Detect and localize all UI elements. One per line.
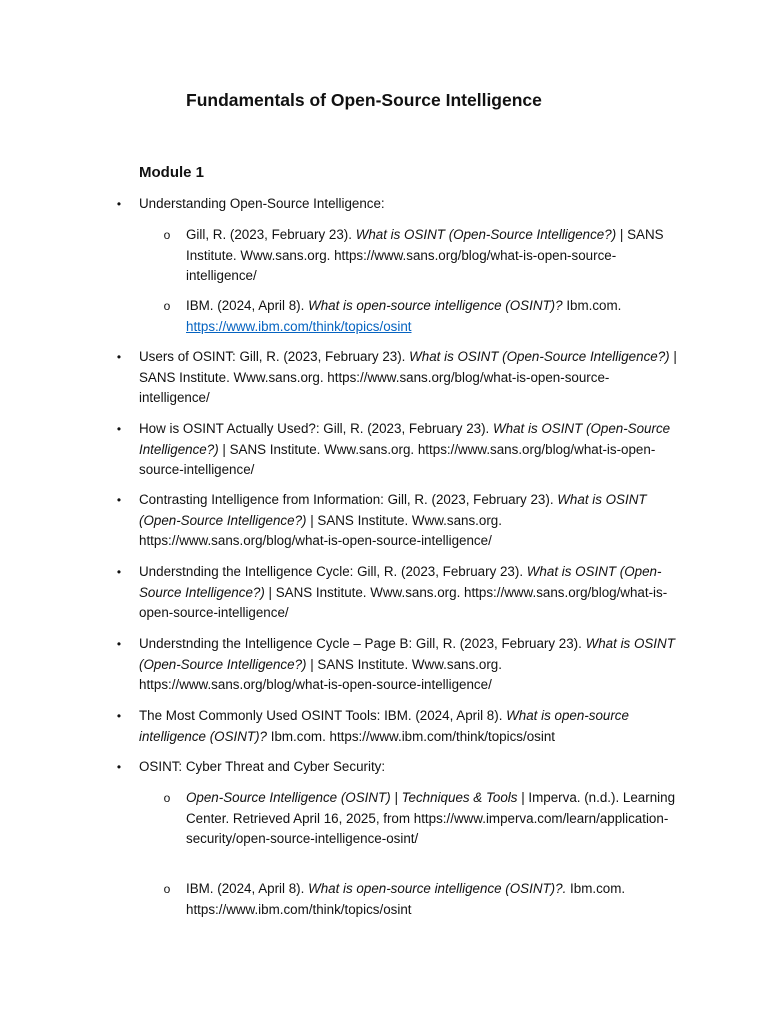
citation-text: Ibm.com. https://www.ibm.com/think/topics/osint [267, 728, 556, 744]
list-item [116, 490, 677, 552]
citation-text: Understnding the Intelligence Cycle – Page B: Gill, R. (2023, February 23). [139, 636, 586, 651]
list-item [116, 194, 677, 215]
list-item [116, 419, 677, 481]
hollow-bullet-icon: o [163, 299, 171, 313]
bullet-icon: • [116, 493, 122, 507]
citation-text: IBM. (2024, April 8). [186, 881, 309, 896]
citation-text: Users of OSINT: Gill, R. (2023, February 23). [139, 349, 410, 364]
citation-text: Gill, R. (2023, February 23). [186, 227, 356, 242]
list-item-text: Understanding Open-Source Intelligence: [139, 196, 385, 211]
citation-title: What is open-source intelligence (OSINT)? [139, 708, 629, 744]
citation-text: Ibm.com. [562, 298, 622, 313]
citation-text: IBM. (2024, April 8). [186, 298, 309, 313]
citation-title: What is open-source intelligence (OSINT)? [308, 298, 563, 313]
bullet-icon: • [116, 422, 122, 436]
ibm-osint-link[interactable]: https://www.ibm.com/think/topics/osint [186, 318, 412, 334]
citation-text: | SANS Institute. Www.sans.org. https://www.sans.org/blog/what-is-open-source-intelligence/ [139, 441, 656, 478]
citation-title: What is OSINT (Open-Source Intelligence?) [139, 636, 675, 672]
list-item [116, 562, 677, 624]
sub-list-item [163, 225, 678, 287]
bullet-icon: • [116, 565, 122, 579]
bullet-icon: • [116, 350, 122, 364]
citation-text: | SANS Institute. Www.sans.org. https://www.sans.org/blog/what-is-open-source-intelligence/ [139, 656, 502, 693]
bullet-icon: • [116, 197, 122, 211]
list-item-text: OSINT: Cyber Threat and Cyber Security: [139, 759, 386, 774]
hollow-bullet-icon: o [163, 882, 171, 896]
bullet-icon: • [116, 760, 122, 774]
citation-text: | Imperva. (n.d.). Learning Center. Retrieved April 16, 2025, from https://www.imperva.com/learn/application-security/open-source-intelligence-osint/ [186, 790, 676, 847]
citation-text: The Most Commonly Used OSINT Tools: IBM. (2024, April 8). [139, 708, 507, 723]
citation-text: | SANS Institute. Www.sans.org. https://www.sans.org/blog/what-is-open-source-intelligence/ [139, 584, 668, 621]
citation-text: Understnding the Intelligence Cycle: Gill, R. (2023, February 23). [139, 564, 527, 579]
hollow-bullet-icon: o [163, 228, 171, 242]
citation-title: What is OSINT (Open-Source Intelligence?) [139, 564, 662, 600]
citation-title: What is OSINT (Open-Source Intelligence?) [139, 492, 647, 528]
list-item [116, 757, 677, 778]
module-heading: Module 1 [139, 164, 205, 181]
citation-title: What is open-source intelligence (OSINT)?. [308, 881, 567, 896]
list-item [116, 706, 677, 747]
citation-text: Contrasting Intelligence from Information: Gill, R. (2023, February 23). [139, 492, 558, 507]
bullet-icon: • [116, 709, 122, 723]
list-item [116, 634, 677, 696]
citation-text: How is OSINT Actually Used?: Gill, R. (2023, February 23). [139, 421, 493, 436]
citation-text: | SANS Institute. Www.sans.org. https://www.sans.org/blog/what-is-open-source-intelligence/ [139, 512, 502, 549]
citation-text: | SANS Institute. Www.sans.org. https://www.sans.org/blog/what-is-open-source-intelligence/ [139, 349, 677, 406]
bullet-icon: • [116, 637, 122, 651]
sub-list-item [163, 296, 678, 337]
sub-list-item [163, 788, 678, 850]
citation-text: | SANS Institute. Www.sans.org. https://www.sans.org/blog/what-is-open-source-intelligence/ [186, 227, 664, 284]
citation-title: What is OSINT (Open-Source Intelligence?) [409, 349, 670, 364]
document-title: Fundamentals of Open-Source Intelligence [186, 90, 542, 110]
list-item [116, 347, 677, 409]
citation-text: Ibm.com. https://www.ibm.com/think/topics/osint [186, 881, 626, 917]
hollow-bullet-icon: o [163, 791, 171, 805]
citation-title: What is OSINT (Open-Source Intelligence?) [355, 227, 617, 242]
sub-list-item [163, 879, 678, 920]
citation-title: Open-Source Intelligence (OSINT) | Techniques & Tools [186, 790, 518, 805]
citation-title: What is OSINT (Open-Source Intelligence?) [139, 421, 671, 457]
